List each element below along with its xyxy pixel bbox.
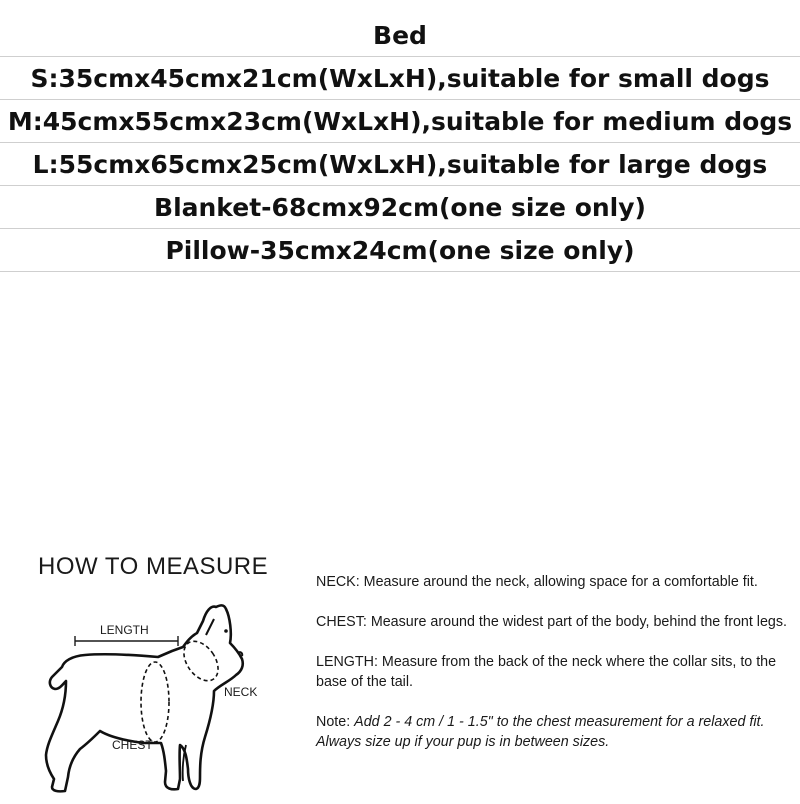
chest-label: CHEST: [112, 738, 153, 752]
fit-note-lead: Note:: [316, 714, 355, 730]
fit-note-text: Add 2 - 4 cm / 1 - 1.5" to the chest measurement for a relaxed fit. Always size up if your pup is in between sizes.: [316, 714, 765, 750]
dog-silhouette-icon: [30, 595, 270, 800]
size-row-small: S:35cmx45cmx21cm(WxLxH),suitable for small dogs: [0, 57, 800, 100]
fit-note: [316, 712, 794, 752]
dog-ear-detail: [206, 619, 214, 635]
size-row-medium: M:45cmx55cmx23cm(WxLxH),suitable for medium dogs: [0, 100, 800, 143]
dog-eye: [224, 629, 228, 633]
size-row-large: L:55cmx65cmx25cm(WxLxH),suitable for large dogs: [0, 143, 800, 186]
length-measure-line: [75, 636, 178, 646]
neck-measure-loop: [177, 635, 225, 687]
how-to-measure-title: HOW TO MEASURE: [38, 553, 269, 580]
size-row-blanket: Blanket-68cmx92cm(one size only): [0, 186, 800, 229]
size-row-bed-header: Bed: [0, 14, 800, 57]
length-label: LENGTH: [100, 623, 149, 637]
dog-measure-diagram: [30, 595, 270, 800]
length-instruction: LENGTH: Measure from the back of the neck where the collar sits, to the base of the tail.: [316, 654, 777, 690]
chest-instruction: CHEST: Measure around the widest part of the body, behind the front legs.: [316, 614, 788, 630]
chest-measure-loop: [141, 662, 169, 742]
measure-instructions: [316, 572, 794, 772]
neck-instruction: NECK: Measure around the neck, allowing space for a comfortable fit.: [316, 574, 758, 590]
size-table: [0, 14, 800, 272]
size-row-pillow: Pillow-35cmx24cm(one size only): [0, 229, 800, 272]
neck-label: NECK: [224, 685, 258, 699]
